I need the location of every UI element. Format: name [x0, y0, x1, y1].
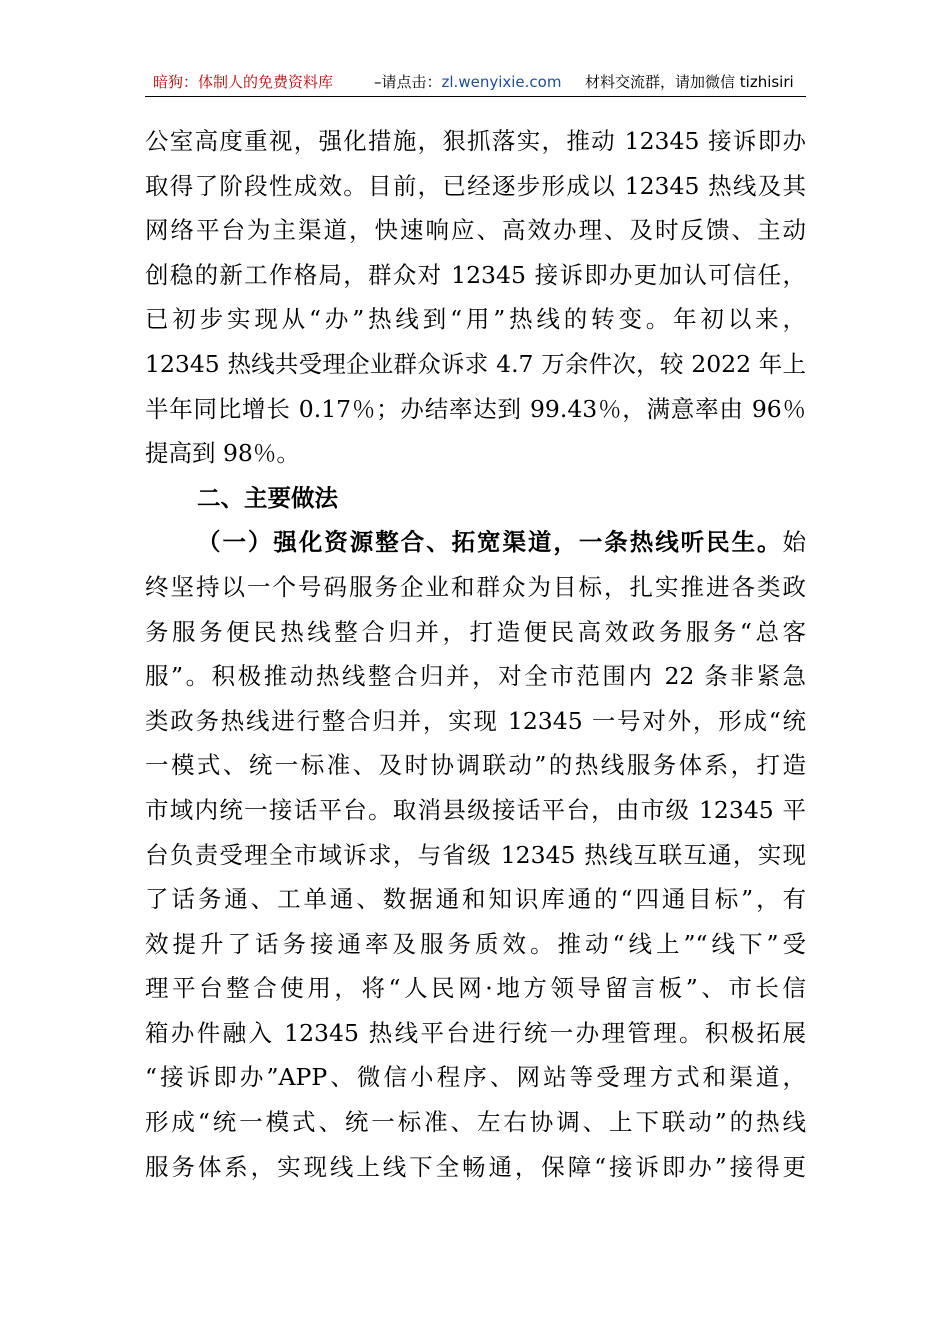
body-line: 一模式、统一标准、及时协调联动”的热线服务体系，打造 — [145, 751, 806, 780]
header-url-link[interactable]: zl.wenyixie.com — [441, 73, 562, 91]
body-line: 12345 热线共受理企业群众诉求 4.7 万余件次，较 2022 年上 — [145, 349, 806, 378]
header-link-group — [374, 71, 561, 92]
body-line: 效提升了话务接通率及服务质效。推动“线上”“线下”受 — [145, 929, 806, 958]
body-line: 箱办件融入 12345 热线平台进行统一办理管理。积极拓展 — [145, 1018, 806, 1047]
body-line: 台负责受理全市域诉求，与省级 12345 热线互联互通，实现 — [145, 840, 806, 869]
header-group-note: 材料交流群，请加微信 tizhisiri — [585, 73, 794, 91]
body-line: 终坚持以一个号码服务企业和群众为目标，扎实推进各类政 — [145, 572, 806, 601]
body-line: 半年同比增长 0.17％；办结率达到 99.43％，满意率由 96％ — [145, 394, 806, 423]
body-line: 服”。积极推动热线整合归并，对全市范围内 22 条非紧急 — [145, 662, 806, 691]
body-line: 网络平台为主渠道，快速响应、高效办理、及时反馈、主动 — [145, 216, 806, 245]
subheading-tail: 始 — [782, 528, 806, 557]
body-line: 提高到 98％。 — [145, 439, 300, 468]
subheading-line — [145, 520, 806, 565]
body-line: 市域内统一接话平台。取消县级接话平台，由市级 12345 平 — [145, 795, 806, 824]
header-site-name: 暗狗：体制人的免费资料库 — [153, 73, 334, 91]
body-line: 类政务热线进行整合归并，实现 12345 一号对外，形成“统 — [145, 706, 806, 735]
body-line: 取得了阶段性成效。目前，已经逐步形成以 12345 热线及其 — [145, 171, 806, 200]
body-line: 形成“统一模式、统一标准、左右协调、上下联动”的热线 — [145, 1108, 806, 1137]
body-line: 服务体系，实现线上线下全畅通，保障“接诉即办”接得更 — [145, 1152, 806, 1181]
subheading: （一）强化资源整合、拓宽渠道，一条热线听民生。 — [197, 528, 783, 557]
body-line: “接诉即办”APP、微信小程序、网站等受理方式和渠道， — [145, 1063, 806, 1092]
body-line: 理平台整合使用，将“人民网·地方领导留言板”、市长信 — [145, 974, 806, 1003]
body-line: 创稳的新工作格局，群众对 12345 接诉即办更加认可信任， — [145, 260, 806, 289]
section-heading: 二、主要做法 — [197, 483, 338, 512]
page-header — [145, 62, 806, 97]
body-line: 已初步实现从“办”热线到“用”热线的转变。年初以来， — [145, 305, 806, 334]
body-line: 务服务便民热线整合归并，打造便民高效政务服务“总客 — [145, 617, 806, 646]
header-click-prompt: –请点击： — [374, 73, 442, 91]
document-body — [145, 119, 806, 1189]
body-line: 了话务通、工单通、数据通和知识库通的“四通目标”，有 — [145, 885, 806, 914]
body-line: 公室高度重视，强化措施，狠抓落实，推动 12345 接诉即办 — [145, 127, 806, 155]
